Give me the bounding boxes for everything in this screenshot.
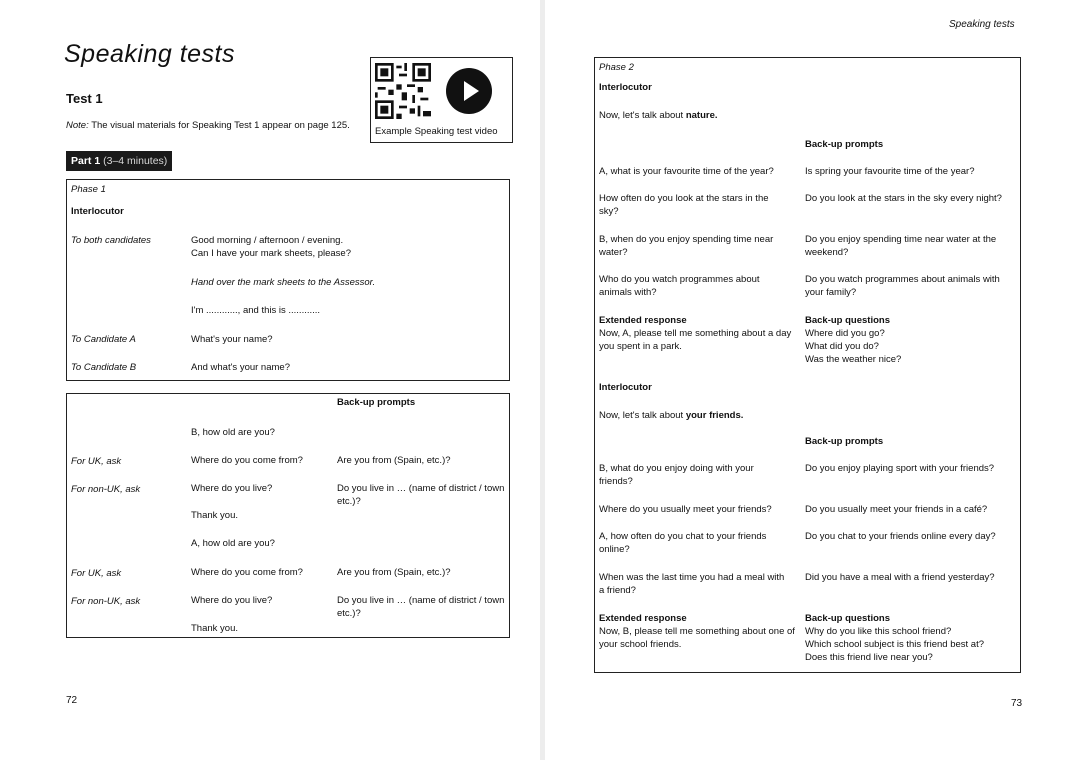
backup-questions-label: Back-up questions: [805, 315, 890, 326]
question: How often do you look at the stars in the sky?: [599, 193, 769, 217]
question: A, how old are you?: [191, 538, 275, 549]
prompt: Do you enjoy playing sport with your friends?: [805, 463, 995, 474]
prompt: Do you chat to your friends online every day?: [805, 531, 996, 542]
prompt: Do you enjoy spending time near water at the weekend?: [805, 234, 997, 258]
prompt: Do you usually meet your friends in a café?: [805, 504, 988, 515]
backup-question: Was the weather nice?: [805, 354, 902, 365]
extended-response-label: Extended response: [599, 613, 687, 624]
backup-prompts-header: Back-up prompts: [805, 436, 884, 447]
part-label: [66, 151, 172, 171]
question: B, when do you enjoy spending time near water?: [599, 234, 774, 258]
phase2-box: [594, 57, 1021, 673]
row-text: What's your name?: [191, 334, 273, 345]
row-who: For non-UK, ask: [71, 596, 141, 607]
row-who: To Candidate A: [71, 334, 136, 345]
extended-response-text: Now, A, please tell me something about a day you spent in a park.: [599, 328, 792, 352]
test-title: Test 1: [66, 91, 103, 106]
prompt: Do you watch programmes about animals with your family?: [805, 274, 1000, 298]
row-who: For non-UK, ask: [71, 484, 141, 495]
right-page: [545, 0, 1080, 760]
extended-response: [599, 314, 799, 353]
part-name: Part 1: [71, 155, 101, 167]
row-text: Good morning / afternoon / evening.: [191, 235, 344, 246]
backup-prompts-header: Back-up prompts: [337, 397, 416, 408]
topic-intro: [599, 409, 743, 422]
question: Where do you live?: [191, 595, 273, 606]
row-text: Can I have your mark sheets, please?: [191, 248, 352, 259]
video-caption: Example Speaking test video: [375, 126, 498, 137]
question: B, how old are you?: [191, 427, 275, 438]
question: Where do you come from?: [191, 567, 303, 578]
prompt: Do you live in … (name of district / town etc.)?: [337, 595, 505, 619]
backup-question: Why do you like this school friend?: [805, 626, 952, 637]
qr-code-icon: [375, 63, 431, 119]
phase1-questions-box: [66, 393, 510, 638]
intro-topic: nature.: [685, 110, 718, 121]
phase-label: Phase 1: [71, 184, 106, 195]
prompt: Did you have a meal with a friend yesterday?: [805, 572, 995, 583]
row-text: And what's your name?: [191, 362, 290, 373]
interlocutor-label: Interlocutor: [599, 82, 652, 93]
question: Where do you live?: [191, 483, 273, 494]
prompt: Do you look at the stars in the sky every night?: [805, 193, 1002, 204]
phase-label: Phase 2: [599, 62, 634, 73]
extended-response: [599, 612, 799, 651]
question: Where do you come from?: [191, 455, 303, 466]
backup-question: What did you do?: [805, 341, 879, 352]
extended-response-label: Extended response: [599, 315, 687, 326]
backup-questions: [805, 314, 1017, 366]
question: Thank you.: [191, 510, 238, 521]
phase1-box: [66, 179, 510, 381]
extended-response-text: Now, B, please tell me something about one of your school friends.: [599, 626, 795, 650]
question: A, how often do you chat to your friends online?: [599, 531, 767, 555]
question: B, what do you enjoy doing with your friends?: [599, 463, 754, 487]
question: Who do you watch programmes about animals with?: [599, 274, 760, 298]
row-who: To Candidate B: [71, 362, 137, 373]
backup-questions-label: Back-up questions: [805, 613, 890, 624]
running-head: Speaking tests: [949, 19, 1015, 30]
row-text: I'm ............, and this is ............: [191, 305, 321, 316]
topic-intro: [599, 109, 718, 122]
prompt: Are you from (Spain, etc.)?: [337, 455, 451, 466]
backup-question: Where did you go?: [805, 328, 885, 339]
backup-question: Does this friend live near you?: [805, 652, 933, 663]
row-who: To both candidates: [71, 235, 151, 246]
prompt: Are you from (Spain, etc.)?: [337, 567, 451, 578]
row-who: For UK, ask: [71, 568, 122, 579]
page-number: 72: [66, 695, 78, 706]
row-text: Hand over the mark sheets to the Assessor.: [191, 277, 376, 288]
interlocutor-label: Interlocutor: [71, 206, 124, 217]
prompt: Is spring your favourite time of the year?: [805, 166, 975, 177]
question: When was the last time you had a meal with a friend?: [599, 572, 785, 596]
intro-text: Now, let's talk about: [599, 410, 684, 421]
backup-question: Which school subject is this friend best at?: [805, 639, 985, 650]
question: A, what is your favourite time of the year?: [599, 166, 774, 177]
note-text: The visual materials for Speaking Test 1 appear on page 125.: [91, 120, 350, 131]
question: Where do you usually meet your friends?: [599, 504, 772, 515]
note: [66, 120, 350, 131]
backup-prompts-header: Back-up prompts: [805, 139, 884, 150]
note-label: Note:: [66, 120, 89, 131]
page-title: Speaking tests: [64, 40, 235, 68]
intro-topic: your friends.: [685, 410, 744, 421]
page-number: 73: [1011, 698, 1023, 709]
interlocutor-label: Interlocutor: [599, 382, 652, 393]
part-time: (3–4 minutes): [103, 155, 168, 167]
question: Thank you.: [191, 623, 238, 634]
prompt: Do you live in … (name of district / town etc.)?: [337, 483, 505, 507]
video-link-box[interactable]: [370, 57, 513, 143]
backup-questions: [805, 612, 1017, 664]
intro-text: Now, let's talk about: [599, 110, 684, 121]
row-who: For UK, ask: [71, 456, 122, 467]
play-icon[interactable]: [446, 68, 492, 114]
